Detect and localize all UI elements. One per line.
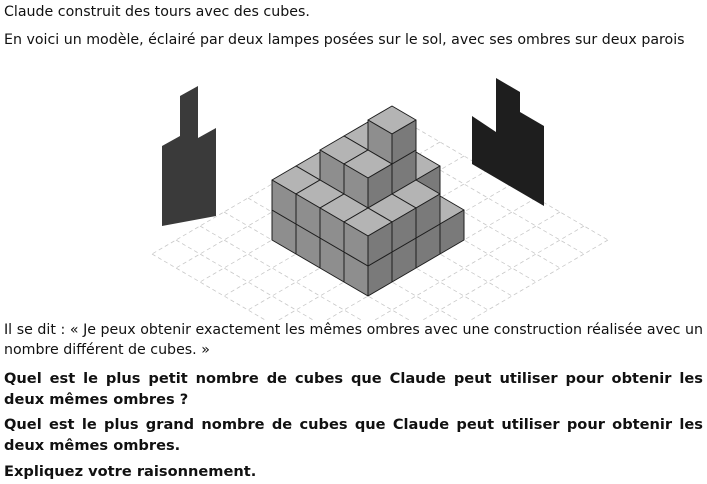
right-wall-shadow (472, 78, 544, 206)
cube-tower-figure (0, 70, 707, 320)
cube-tower (272, 106, 464, 296)
question-largest: Quel est le plus grand nombre de cubes que Claude peut utiliser pour obtenir les deux mêmes ombres. (4, 416, 703, 454)
left-wall-shadow (162, 86, 216, 226)
intro-line-2: En voici un modèle, éclairé par deux lampes posées sur le sol, avec ses ombres sur deux parois (4, 32, 685, 48)
question-smallest: Quel est le plus petit nombre de cubes que Claude peut utiliser pour obtenir les deux mêmes ombres ? (4, 370, 703, 408)
intro-line-1: Claude construit des tours avec des cubes. (4, 4, 310, 20)
question-explain: Expliquez votre raisonnement. (4, 463, 257, 480)
statement-text: Il se dit : « Je peux obtenir exactement les mêmes ombres avec une construction réalisée avec un nombre différent de cubes. » (4, 322, 703, 358)
